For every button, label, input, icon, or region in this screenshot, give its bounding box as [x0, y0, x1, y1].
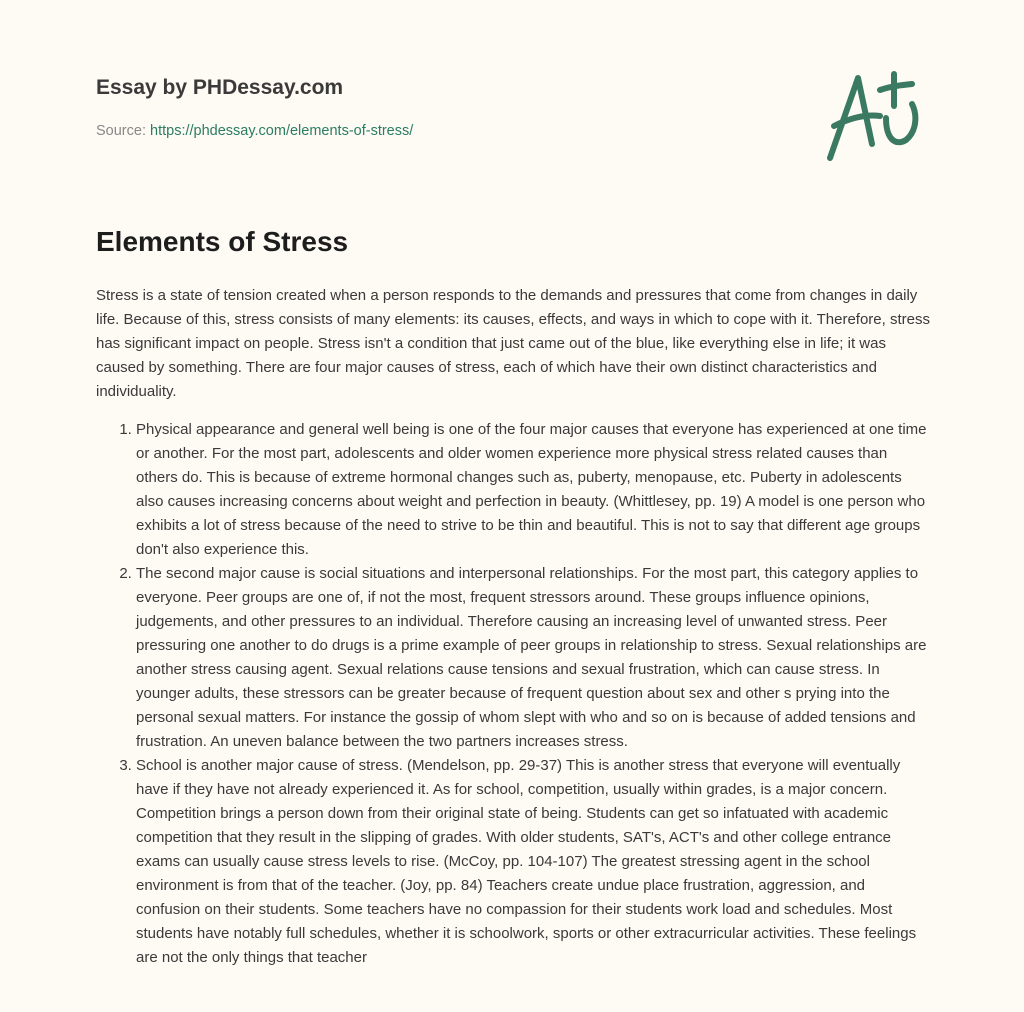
- article-title: Elements of Stress: [96, 226, 349, 257]
- a-plus-logo: [820, 66, 930, 166]
- site-title: Essay by PHDessay.com: [96, 76, 344, 99]
- list-item: 2. The second major cause is social situations and interpersonal relationships. For the most part, this category applies to everyone. Peer groups are one of, if not the most, frequent stressors around. These groups influence opinions, judgements, and other pressures to an individual. Therefore causing an increasing level of unwanted stress. Peer pressuring one another to do drugs is a prime example of peer groups in relationship to stress. Sexual relationships are another stress causing agent. Sexual relations cause tensions and sexual frustration, which can cause stress. In younger adults, these stressors can be greater because of frequent question about sex and other s prying into the personal sexual matters. For instance the gossip of whom slept with who and so on is because of added tensions and frustration. An uneven balance between the two partners increases stress.: [136, 562, 932, 754]
- list-item: 3. School is another major cause of stress. (Mendelson, pp. 29-37) This is another stress that everyone will eventually have if they have not already experienced it. As for school, competition, usually within grades, is a major concern. Competition brings a person down from their original state of being. Students can get so infatuated with academic competition that they result in the slipping of grades. With older students, SAT's, ACT's and other college entrance exams can usually cause stress levels to rise. (McCoy, pp. 104-107) The greatest stressing agent in the school environment is from that of the teacher. (Joy, pp. 84) Teachers create undue place frustration, aggression, and confusion on their students. Some teachers have no compassion for their students work load and schedules. Most students have notably full schedules, whether it is schoolwork, sports or other extracurricular activities. These feelings are not the only things that teacher: [136, 754, 932, 970]
- causes-list: [96, 418, 932, 970]
- source-line: [96, 123, 413, 139]
- list-item: 1. Physical appearance and general well being is one of the four major causes that everyone has experienced at one time or another. For the most part, adolescents and older women experience more physical stress related causes than others do. This is because of extreme hormonal changes such as, puberty, menopause, etc. Puberty in adolescents also causes increasing concerns about weight and perfection in beauty. (Whittlesey, pp. 19) A model is one person who exhibits a lot of stress because of the need to strive to be thin and beautiful. This is not to say that different age groups don't also experience this.: [136, 418, 932, 562]
- source-link[interactable]: https://phdessay.com/elements-of-stress/: [150, 123, 414, 139]
- source-label: Source:: [96, 123, 146, 139]
- article-body: [96, 284, 932, 970]
- intro-paragraph: Stress is a state of tension created when a person responds to the demands and pressures that come from changes in daily life. Because of this, stress consists of many elements: its causes, effects, and ways in which to cope with it. Therefore, stress has significant impact on people. Stress isn't a condition that just came out of the blue, like everything else in life; it was caused by something. There are four major causes of stress, each of which have their own distinct characteristics and individuality.: [96, 287, 930, 400]
